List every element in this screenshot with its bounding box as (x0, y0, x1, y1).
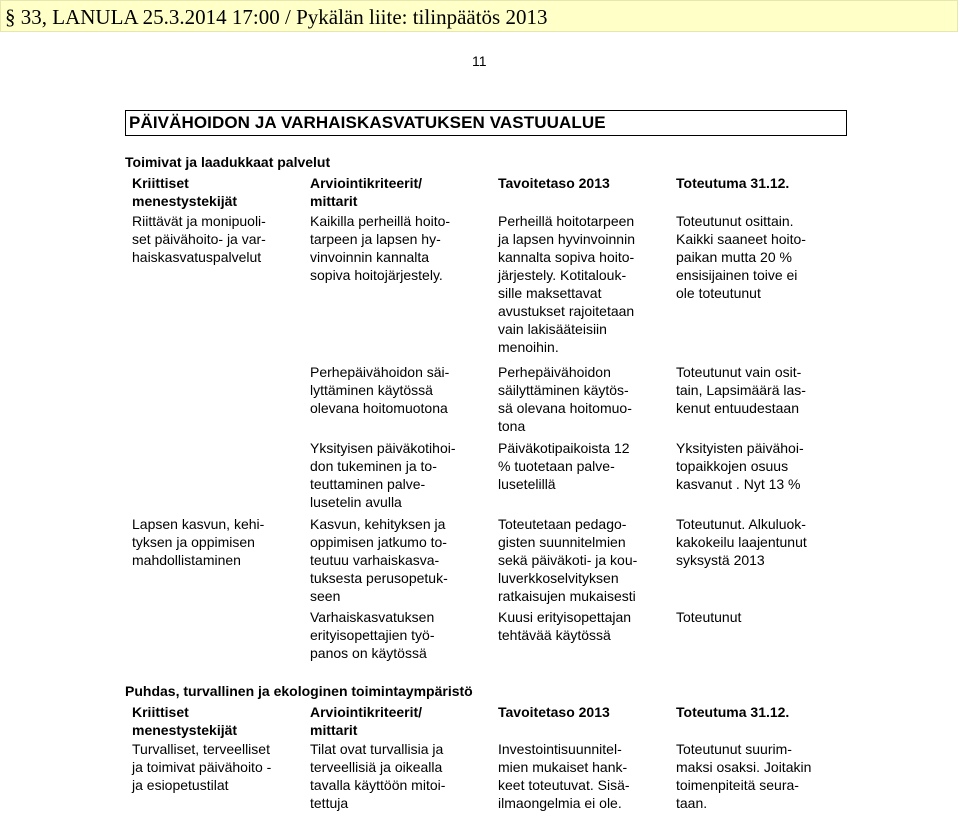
table2-target: Investointisuunnitel- mien mukaiset hank- keet toteutuvat. Sisä- ilmaongelmia ei ole. (498, 741, 630, 811)
table1-row1-criteria: Kaikilla perheillä hoito- tarpeen ja lapsen hy- vinvoinnin kannalta sopiva hoitojärjestely. (310, 213, 451, 283)
section-title: PÄIVÄHOIDON JA VARHAISKASVATUKSEN VASTUUALUE (125, 110, 847, 136)
table2-header-actual: Toteutuma 31.12. (676, 704, 790, 720)
table2-factor: Turvalliset, terveelliset ja toimivat päivähoito - ja esiopetustilat (132, 741, 272, 793)
table1-row4-criteria: Kasvun, kehityksen ja oppimisen jatkumo to- teutuu varhaiskasva- tuksesta perusopetuk- seen (310, 516, 448, 604)
table1-row2-criteria: Perhepäivähoidon säi- lyttäminen käytössä olevana hoitomuotona (310, 364, 450, 416)
table1-factor-1: Riittävät ja monipuoli- set päivähoito- ja var- haiskasvatuspalvelut (132, 213, 266, 265)
table1-heading: Toimivat ja laadukkaat palvelut (125, 154, 331, 170)
table1-header-actual: Toteutuma 31.12. (676, 175, 790, 191)
table1-row3-target: Päiväkotipaikoista 12 % tuotetaan palve- lusetelillä (498, 440, 630, 492)
table1-row3-criteria: Yksityisen päiväkotihoi- don tukeminen ja to- teuttaminen palve- lusetelin avulla (310, 440, 456, 510)
table2-actual: Toteutunut suurim- maksi osaksi. Joitakin toimenpiteitä seura- taan. (676, 741, 812, 811)
table1-row1-target: Perheillä hoitotarpeen ja lapsen hyvinvoinnin kannalta sopiva hoito- järjestely. Kotitalouk- sille maksettavat avustukset rajoitetaan vain lakisääteisiin menoihin. (498, 213, 635, 355)
table1-row3-actual: Yksityisten päivähoi- topaikkojen osuus kasvanut . Nyt 13 % (676, 440, 804, 492)
table1-row2-actual: Toteutunut vain osit- tain, Lapsimäärä las- kenut entuudestaan (676, 364, 806, 416)
table1-row5-actual: Toteutunut (676, 609, 742, 625)
table2-header-factors: Kriittiset menestystekijät (132, 704, 238, 738)
table2-heading: Puhdas, turvallinen ja ekologinen toimintaympäristö (125, 683, 473, 699)
table1-header-factors: Kriittiset menestystekijät (132, 175, 238, 209)
page-number: 11 (472, 53, 487, 69)
table1-header-target: Tavoitetaso 2013 (498, 175, 610, 191)
table1-row5-criteria: Varhaiskasvatuksen erityisopettajien työ- panos on käytössä (310, 609, 435, 661)
table1-row4-actual: Toteutunut. Alkuluok- kakokeilu laajentunut syksystä 2013 (676, 516, 807, 568)
table2-header-criteria: Arviointikriteerit/ mittarit (310, 704, 423, 738)
table1-row5-target: Kuusi erityisopettajan tehtävää käytössä (498, 609, 632, 643)
table1-factor-2: Lapsen kasvun, kehi- tyksen ja oppimisen mahdollistaminen (132, 516, 265, 568)
table2-header-target: Tavoitetaso 2013 (498, 704, 610, 720)
table1-row2-target: Perhepäivähoidon säilyttäminen käytös- sä olevana hoitomuo- tona (498, 364, 632, 434)
table1-row1-actual: Toteutunut osittain. Kaikki saaneet hoito- paikan mutta 20 % ensisijainen toive ei ole toteutunut (676, 213, 806, 301)
document-banner: § 33, LANULA 25.3.2014 17:00 / Pykälän liite: tilinpäätös 2013 (0, 0, 958, 32)
table1-row4-target: Toteutetaan pedago- gisten suunnitelmien sekä päiväkoti- ja kou- luverkkoselvityksen ratkaisujen mukaisesti (498, 516, 638, 604)
table2-criteria: Tilat ovat turvallisia ja terveellisiä ja oikealla tavalla käyttöön mitoi- tettuja (310, 741, 446, 811)
table1-header-criteria: Arviointikriteerit/ mittarit (310, 175, 423, 209)
